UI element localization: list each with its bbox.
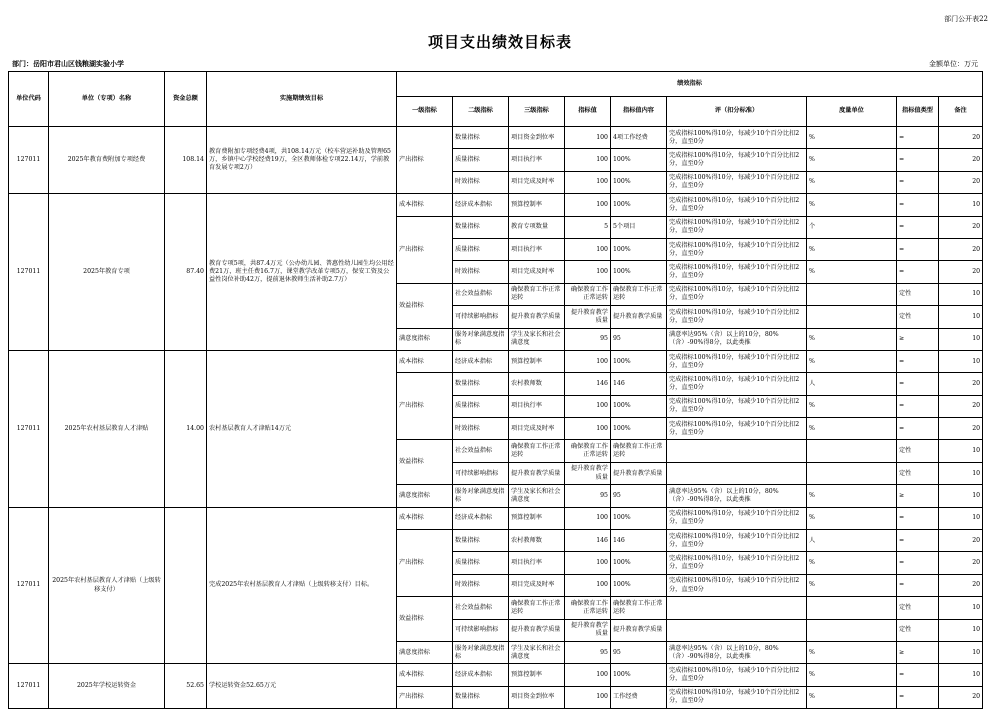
value-type-cell: = [897,418,939,440]
note-cell: 10 [939,462,983,484]
value-type-cell: = [897,127,939,149]
scoring-criteria-cell: 完成指标100%得10分，每减少10个百分比扣2分，直至0分 [667,350,807,372]
indicator-content-cell: 95 [611,641,667,663]
value-type-cell: 定性 [897,283,939,305]
level2-indicator-cell: 经济成本指标 [453,664,509,686]
indicator-value-cell: 确保教育工作正常运转 [565,597,611,619]
level1-indicator-cell: 满意度指标 [397,328,453,350]
level2-indicator-cell: 数量指标 [453,373,509,395]
level3-indicator-cell: 确保教育工作正常运转 [509,597,565,619]
level2-indicator-cell: 数量指标 [453,530,509,552]
note-cell: 20 [939,261,983,283]
indicator-content-cell: 确保教育工作正常运转 [611,440,667,462]
note-cell: 20 [939,127,983,149]
note-cell: 20 [939,395,983,417]
level2-indicator-cell: 社会效益指标 [453,283,509,305]
page-title: 项目支出绩效目标表 [427,33,572,51]
note-cell: 10 [939,306,983,328]
indicator-content-cell: 95 [611,485,667,507]
indicator-content-cell: 提升教育教学质量 [611,462,667,484]
indicator-value-cell: 100 [565,686,611,708]
indicator-value-cell: 95 [565,641,611,663]
level1-indicator-cell: 成本指标 [397,507,453,529]
measure-unit-cell: % [807,574,897,596]
indicator-content-cell: 工作经费 [611,686,667,708]
level3-indicator-cell: 农村教师数 [509,530,565,552]
header-code: 单位代码 [9,72,49,127]
value-type-cell: = [897,238,939,260]
level3-indicator-cell: 提升教育教学质量 [509,462,565,484]
measure-unit-cell: % [807,507,897,529]
indicator-content-cell: 提升教育教学质量 [611,306,667,328]
level3-indicator-cell: 项目执行率 [509,395,565,417]
project-name-cell: 2025年教育费附加专项经费 [49,127,165,194]
table-row [9,127,983,149]
note-cell: 20 [939,149,983,171]
indicator-value-cell: 100 [565,552,611,574]
level3-indicator-cell: 项目完成及时率 [509,418,565,440]
scoring-criteria-cell [667,440,807,462]
header-value-content: 指标值内容 [611,97,667,127]
indicator-content-cell: 100% [611,350,667,372]
indicator-content-cell: 100% [611,552,667,574]
level3-indicator-cell: 项目资金到位率 [509,686,565,708]
note-cell: 10 [939,440,983,462]
level3-indicator-cell: 预算控制率 [509,350,565,372]
value-type-cell: 定性 [897,597,939,619]
level3-indicator-cell: 提升教育教学质量 [509,619,565,641]
performance-target-cell: 完成2025年农村基层教育人才津贴（上级转移支付）目标。 [207,507,397,664]
value-type-cell: ≥ [897,485,939,507]
value-type-cell: 定性 [897,462,939,484]
measure-unit-cell [807,283,897,305]
corner-label: 部门公开表22 [944,15,988,23]
level1-indicator-cell: 效益指标 [397,440,453,485]
level1-indicator-cell: 效益指标 [397,597,453,642]
note-cell: 20 [939,552,983,574]
level3-indicator-cell: 项目资金到位率 [509,127,565,149]
table-body [9,127,983,709]
measure-unit-cell [807,619,897,641]
measure-unit-cell [807,462,897,484]
scoring-criteria-cell: 完成指标100%得10分，每减少10个百分比扣2分，直至0分 [667,306,807,328]
level3-indicator-cell: 农村教师数 [509,373,565,395]
note-cell: 20 [939,373,983,395]
indicator-content-cell: 100% [611,418,667,440]
scoring-criteria-cell: 完成指标100%得10分，每减少10个百分比扣2分，直至0分 [667,127,807,149]
measure-unit-cell: 人 [807,530,897,552]
level2-indicator-cell: 时效指标 [453,171,509,193]
scoring-criteria-cell: 完成指标100%得10分，每减少10个百分比扣2分，直至0分 [667,216,807,238]
header-level3: 三级指标 [509,97,565,127]
note-cell: 20 [939,171,983,193]
level2-indicator-cell: 社会效益指标 [453,440,509,462]
scoring-criteria-cell: 完成指标100%得10分，每减少10个百分比扣2分，直至0分 [667,373,807,395]
header-value: 指标值 [565,97,611,127]
indicator-value-cell: 提升教育教学质量 [565,619,611,641]
level3-indicator-cell: 教育专项数量 [509,216,565,238]
note-cell: 20 [939,686,983,708]
value-type-cell: = [897,552,939,574]
value-type-cell: 定性 [897,619,939,641]
indicator-content-cell: 100% [611,238,667,260]
scoring-criteria-cell: 满意率达95%（含）以上的10分，80%（含）-90%得8分，以此类推 [667,641,807,663]
project-name-cell: 2025年学校运转资金 [49,664,165,709]
scoring-criteria-cell: 完成指标100%得10分，每减少10个百分比扣2分，直至0分 [667,283,807,305]
indicator-content-cell: 确保教育工作正常运转 [611,597,667,619]
indicator-content-cell: 146 [611,530,667,552]
scoring-criteria-cell: 完成指标100%得10分，每减少10个百分比扣2分，直至0分 [667,574,807,596]
value-type-cell: = [897,149,939,171]
fund-amount-cell: 14.00 [165,350,207,507]
indicator-content-cell: 100% [611,395,667,417]
indicator-content-cell: 100% [611,194,667,216]
note-cell: 20 [939,530,983,552]
measure-unit-cell: % [807,686,897,708]
level2-indicator-cell: 质量指标 [453,149,509,171]
value-type-cell: = [897,261,939,283]
indicator-value-cell: 95 [565,328,611,350]
indicator-value-cell: 提升教育教学质量 [565,306,611,328]
indicator-value-cell: 确保教育工作正常运转 [565,283,611,305]
indicator-content-cell: 146 [611,373,667,395]
level1-indicator-cell: 效益指标 [397,283,453,328]
indicator-value-cell: 100 [565,127,611,149]
level1-indicator-cell: 成本指标 [397,194,453,216]
note-cell: 10 [939,283,983,305]
scoring-criteria-cell [667,462,807,484]
header-name: 单位（专项）名称 [49,72,165,127]
level2-indicator-cell: 经济成本指标 [453,350,509,372]
level2-indicator-cell: 经济成本指标 [453,194,509,216]
scoring-criteria-cell [667,597,807,619]
measure-unit-cell: % [807,418,897,440]
measure-unit-cell: % [807,238,897,260]
indicator-value-cell: 146 [565,530,611,552]
level3-indicator-cell: 预算控制率 [509,194,565,216]
indicator-value-cell: 100 [565,171,611,193]
indicator-value-cell: 100 [565,149,611,171]
header-value-type: 指标值类型 [897,97,939,127]
note-cell: 10 [939,328,983,350]
measure-unit-cell: % [807,664,897,686]
table-row [9,507,983,529]
level3-indicator-cell: 项目完成及时率 [509,574,565,596]
unit-code-cell: 127011 [9,127,49,194]
indicator-content-cell: 提升教育教学质量 [611,619,667,641]
header-indicators: 绩效指标 [397,72,983,97]
measure-unit-cell: % [807,641,897,663]
indicator-value-cell: 100 [565,664,611,686]
performance-target-cell: 教育费附加专项经费4项，共108.14万元（校车营运补助及管理65万，乡镇中心学校经费19万，全区教师体检专项22.14万，学前教育发展专项2万） [207,127,397,194]
measure-unit-cell: % [807,328,897,350]
note-cell: 10 [939,597,983,619]
scoring-criteria-cell: 完成指标100%得10分，每减少10个百分比扣2分，直至0分 [667,149,807,171]
header-amount: 资金总额 [165,72,207,127]
level2-indicator-cell: 时效指标 [453,261,509,283]
measure-unit-cell: 人 [807,373,897,395]
note-cell: 10 [939,664,983,686]
level2-indicator-cell: 服务对象满意度指标 [453,641,509,663]
level2-indicator-cell: 时效指标 [453,574,509,596]
note-cell: 20 [939,238,983,260]
indicator-value-cell: 5 [565,216,611,238]
level2-indicator-cell: 时效指标 [453,418,509,440]
header-level2: 二级指标 [453,97,509,127]
indicator-value-cell: 146 [565,373,611,395]
indicator-value-cell: 确保教育工作正常运转 [565,440,611,462]
indicator-content-cell: 确保教育工作正常运转 [611,283,667,305]
indicator-value-cell: 100 [565,350,611,372]
level3-indicator-cell: 提升教育教学质量 [509,306,565,328]
level2-indicator-cell: 数量指标 [453,686,509,708]
indicator-content-cell: 100% [611,171,667,193]
scoring-criteria-cell [667,619,807,641]
note-cell: 20 [939,574,983,596]
level1-indicator-cell: 满意度指标 [397,485,453,507]
level2-indicator-cell: 数量指标 [453,127,509,149]
level1-indicator-cell: 成本指标 [397,664,453,686]
level3-indicator-cell: 项目执行率 [509,238,565,260]
scoring-criteria-cell: 完成指标100%得10分，每减少10个百分比扣2分，直至0分 [667,552,807,574]
level3-indicator-cell: 项目执行率 [509,149,565,171]
value-type-cell: 定性 [897,440,939,462]
level1-indicator-cell: 满意度指标 [397,641,453,663]
measure-unit-cell: % [807,552,897,574]
indicator-value-cell: 100 [565,574,611,596]
level3-indicator-cell: 学生及家长和社会满意度 [509,641,565,663]
level3-indicator-cell: 项目执行率 [509,552,565,574]
scoring-criteria-cell: 完成指标100%得10分，每减少10个百分比扣2分，直至0分 [667,686,807,708]
level1-indicator-cell: 产出指标 [397,373,453,440]
scoring-criteria-cell: 完成指标100%得10分，每减少10个百分比扣2分，直至0分 [667,664,807,686]
unit-code-cell: 127011 [9,507,49,664]
value-type-cell: = [897,216,939,238]
scoring-criteria-cell: 完成指标100%得10分，每减少10个百分比扣2分，直至0分 [667,418,807,440]
level2-indicator-cell: 质量指标 [453,395,509,417]
level3-indicator-cell: 学生及家长和社会满意度 [509,485,565,507]
performance-target-cell: 农村基层教育人才津贴14万元 [207,350,397,507]
level2-indicator-cell: 质量指标 [453,552,509,574]
scoring-criteria-cell: 完成指标100%得10分，每减少10个百分比扣2分，直至0分 [667,261,807,283]
table-row [9,664,983,686]
scoring-criteria-cell: 完成指标100%得10分，每减少10个百分比扣2分，直至0分 [667,238,807,260]
scoring-criteria-cell: 完成指标100%得10分，每减少10个百分比扣2分，直至0分 [667,530,807,552]
level1-indicator-cell: 产出指标 [397,686,453,708]
scoring-criteria-cell: 完成指标100%得10分，每减少10个百分比扣2分，直至0分 [667,194,807,216]
level3-indicator-cell: 预算控制率 [509,664,565,686]
value-type-cell: ≥ [897,328,939,350]
header-measure-unit: 度量单位 [807,97,897,127]
measure-unit-cell: % [807,149,897,171]
note-cell: 20 [939,418,983,440]
indicator-value-cell: 100 [565,507,611,529]
level3-indicator-cell: 确保教育工作正常运转 [509,283,565,305]
measure-unit-cell: % [807,127,897,149]
project-name-cell: 2025年农村基层教育人才津贴（上级转移支付） [49,507,165,664]
indicator-value-cell: 100 [565,238,611,260]
measure-unit-cell: 个 [807,216,897,238]
level3-indicator-cell: 项目完成及时率 [509,171,565,193]
level2-indicator-cell: 社会效益指标 [453,597,509,619]
header-note: 备注 [939,97,983,127]
level2-indicator-cell: 可持续影响指标 [453,306,509,328]
amount-unit-line: 金额单位：万元 [929,60,978,68]
scoring-criteria-cell: 满意率达95%（含）以上的10分，80%（含）-90%得8分，以此类推 [667,485,807,507]
fund-amount-cell: 52.65 [165,664,207,709]
level1-indicator-cell: 产出指标 [397,127,453,194]
indicator-content-cell: 100% [611,574,667,596]
value-type-cell: = [897,574,939,596]
scoring-criteria-cell: 完成指标100%得10分，每减少10个百分比扣2分，直至0分 [667,171,807,193]
indicator-value-cell: 100 [565,261,611,283]
table-row [9,350,983,372]
indicator-value-cell: 100 [565,418,611,440]
fund-amount-cell: 87.40 [165,194,207,351]
level2-indicator-cell: 数量指标 [453,216,509,238]
scoring-criteria-cell: 满意率达95%（含）以上的10分，80%（含）-90%得8分，以此类推 [667,328,807,350]
level3-indicator-cell: 预算控制率 [509,507,565,529]
department-line: 部门：岳阳市君山区钱粮湖实验小学 [12,59,124,68]
value-type-cell: = [897,530,939,552]
note-cell: 10 [939,350,983,372]
value-type-cell: = [897,350,939,372]
value-type-cell: = [897,686,939,708]
level3-indicator-cell: 学生及家长和社会满意度 [509,328,565,350]
level2-indicator-cell: 可持续影响指标 [453,619,509,641]
indicator-content-cell: 100% [611,261,667,283]
measure-unit-cell [807,597,897,619]
level1-indicator-cell: 产出指标 [397,530,453,597]
performance-target-cell: 学校运转资金52.65万元 [207,664,397,709]
indicator-content-cell: 100% [611,149,667,171]
note-cell: 10 [939,194,983,216]
scoring-criteria-cell: 完成指标100%得10分，每减少10个百分比扣2分，直至0分 [667,395,807,417]
measure-unit-cell [807,306,897,328]
unit-code-cell: 127011 [9,194,49,351]
level3-indicator-cell: 项目完成及时率 [509,261,565,283]
fund-amount-cell [165,507,207,664]
level1-indicator-cell: 成本指标 [397,350,453,372]
header-criteria: 评（扣分标准） [667,97,807,127]
unit-code-cell: 127011 [9,664,49,709]
note-cell: 20 [939,216,983,238]
measure-unit-cell: % [807,485,897,507]
table-row [9,194,983,216]
project-name-cell: 2025年农村基层教育人才津贴 [49,350,165,507]
level2-indicator-cell: 质量指标 [453,238,509,260]
indicator-value-cell: 提升教育教学质量 [565,462,611,484]
note-cell: 10 [939,641,983,663]
level3-indicator-cell: 确保教育工作正常运转 [509,440,565,462]
header-target: 实施期绩效目标 [207,72,397,127]
project-name-cell: 2025年教育专项 [49,194,165,351]
unit-code-cell: 127011 [9,350,49,507]
value-type-cell: 定性 [897,306,939,328]
indicator-content-cell: 95 [611,328,667,350]
indicator-content-cell: 5个项目 [611,216,667,238]
indicator-value-cell: 100 [565,194,611,216]
measure-unit-cell: % [807,261,897,283]
value-type-cell: = [897,395,939,417]
indicator-content-cell: 4项工作经费 [611,127,667,149]
performance-target-cell: 教育专项5项，共87.4万元（公办幼儿园、普惠性幼儿园生均公用经费21万，班主任费16.7万，课堂教学改革专项5万，保安工资及公益性岗位补助42万，提前退休教师生活补助2.7万） [207,194,397,351]
measure-unit-cell [807,440,897,462]
value-type-cell: = [897,507,939,529]
indicator-content-cell: 100% [611,664,667,686]
measure-unit-cell: % [807,194,897,216]
measure-unit-cell: % [807,395,897,417]
value-type-cell: = [897,373,939,395]
fund-amount-cell: 108.14 [165,127,207,194]
value-type-cell: ≥ [897,641,939,663]
value-type-cell: = [897,194,939,216]
value-type-cell: = [897,664,939,686]
indicator-value-cell: 100 [565,395,611,417]
header-level1: 一级指标 [397,97,453,127]
measure-unit-cell: % [807,171,897,193]
scoring-criteria-cell: 完成指标100%得10分，每减少10个百分比扣2分，直至0分 [667,507,807,529]
performance-table [8,71,983,709]
level2-indicator-cell: 经济成本指标 [453,507,509,529]
note-cell: 10 [939,507,983,529]
note-cell: 10 [939,485,983,507]
indicator-value-cell: 95 [565,485,611,507]
level1-indicator-cell: 产出指标 [397,216,453,283]
measure-unit-cell: % [807,350,897,372]
note-cell: 10 [939,619,983,641]
value-type-cell: = [897,171,939,193]
level2-indicator-cell: 服务对象满意度指标 [453,485,509,507]
indicator-content-cell: 100% [611,507,667,529]
level2-indicator-cell: 服务对象满意度指标 [453,328,509,350]
level2-indicator-cell: 可持续影响指标 [453,462,509,484]
